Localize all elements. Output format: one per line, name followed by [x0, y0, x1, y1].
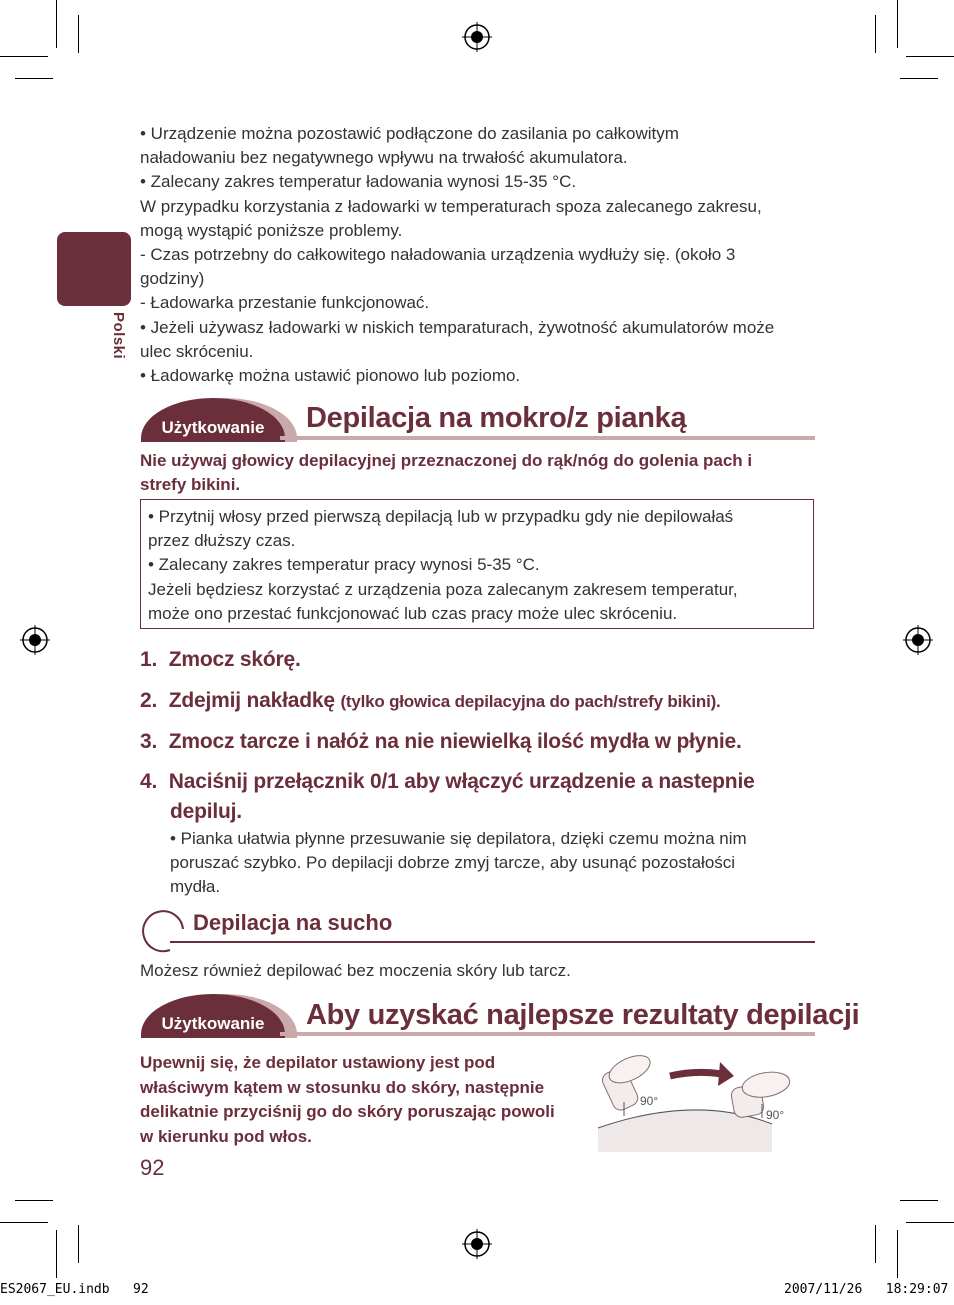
step-text: Zdejmij nakładkę — [168, 689, 335, 712]
registration-mark-icon — [462, 22, 492, 52]
crop-mark — [906, 56, 954, 57]
intro-line: - Czas potrzebny do całkowitego naładowania urządzenia wydłuży się. (około 3 — [140, 245, 736, 265]
note-line: mydła. — [170, 877, 221, 897]
tip-text — [140, 1051, 555, 1149]
registration-mark-icon — [903, 625, 933, 655]
step-number: 2. — [140, 689, 158, 712]
caution-line: Jeżeli będziesz korzystać z urządzenia poza zalecanym zakresem temperatur, — [148, 579, 738, 599]
step-text: Zmocz skórę. — [168, 648, 301, 671]
step-4 — [140, 770, 755, 794]
crop-mark — [900, 78, 938, 79]
step-3 — [140, 730, 742, 754]
step-note: (tylko głowica depilacyjna do pach/strefy bikini). — [340, 692, 721, 711]
section-rule — [280, 436, 815, 440]
step-4-note — [170, 827, 810, 900]
subsection-rule — [170, 941, 815, 943]
caution-line: może ono przestać funkcjonować lub czas pracy może ulec skróceniu. — [148, 603, 678, 623]
intro-line: mogą wystąpić poniższe problemy. — [140, 220, 403, 240]
crop-mark — [900, 1200, 938, 1201]
section-badge-label: Użytkowanie — [161, 418, 265, 437]
note-line: • Pianka ułatwia płynne przesuwanie się depilatora, dzięki czemu można nim — [170, 829, 747, 848]
step-4-continued: depiluj. — [170, 800, 242, 823]
section-rule — [280, 1032, 815, 1036]
crop-mark — [56, 1230, 57, 1278]
step-number: 3. — [140, 730, 158, 753]
crop-mark — [78, 15, 79, 53]
tip-line: delikatnie przyciśnij go do skóry poruszając powoli — [140, 1102, 555, 1121]
crop-mark — [897, 0, 898, 48]
section-title: Aby uzyskać najlepsze rezultaty depilacji — [306, 999, 860, 1031]
crop-mark — [15, 1200, 53, 1201]
caution-line: • Zalecany zakres temperatur pracy wynosi 5-35 °C. — [148, 555, 540, 575]
warning-line: Nie używaj głowicy depilacyjnej przeznaczonej do rąk/nóg do golenia pach i — [140, 451, 753, 470]
intro-notes — [140, 122, 830, 388]
intro-line: • Ładowarkę można ustawić pionowo lub poziomo. — [140, 366, 521, 386]
crop-mark — [78, 1225, 79, 1263]
crop-mark — [15, 78, 53, 79]
section-title: Depilacja na mokro/z pianką — [306, 402, 687, 434]
language-tab — [57, 232, 131, 306]
intro-line: naładowaniu bez negatywnego wpływu na trwałość akumulatora. — [140, 148, 628, 168]
registration-mark-icon — [20, 625, 50, 655]
tip-line: Upewnij się, że depilator ustawiony jest pod — [140, 1053, 496, 1072]
footer-file: ES2067_EU.indb 92 — [0, 1282, 149, 1297]
caution-text — [148, 505, 808, 626]
crop-mark — [0, 1222, 48, 1223]
note-line: poruszać szybko. Po depilacji dobrze zmyj tarcze, aby usunąć pozostałości — [170, 853, 736, 873]
crop-mark — [0, 56, 48, 57]
step-2 — [140, 689, 721, 713]
angle-label: 90° — [766, 1108, 785, 1122]
crop-mark — [897, 1230, 898, 1278]
crop-mark — [875, 1225, 876, 1263]
intro-line: • Urządzenie można pozostawić podłączone do zasilania po całkowitym — [140, 124, 679, 143]
angle-label: 90° — [640, 1094, 659, 1108]
section-badge — [141, 398, 301, 442]
intro-line: ulec skróceniu. — [140, 341, 254, 361]
step-number: 4. — [140, 770, 158, 793]
angle-illustration — [596, 1054, 810, 1152]
warning-text — [140, 449, 820, 497]
step-text: Naciśnij przełącznik 0/1 aby włączyć urządzenie a nastepnie — [168, 770, 755, 793]
crop-mark — [875, 15, 876, 53]
intro-line: • Jeżeli używasz ładowarki w niskich temparaturach, żywotność akumulatorów może — [140, 317, 775, 337]
registration-mark-icon — [462, 1229, 492, 1259]
crop-mark — [906, 1222, 954, 1223]
intro-line: • Zalecany zakres temperatur ładowania wynosi 15-35 °C. — [140, 172, 577, 192]
page-number: 92 — [140, 1155, 165, 1180]
intro-line: - Ładowarka przestanie funkcjonować. — [140, 293, 430, 313]
step-1 — [140, 648, 301, 672]
section-badge — [141, 994, 301, 1038]
crop-mark — [56, 0, 57, 48]
intro-line: W przypadku korzystania z ładowarki w temperaturach spoza zalecanego zakresu, — [140, 196, 762, 216]
tip-line: w kierunku pod włos. — [140, 1126, 312, 1146]
step-number: 1. — [140, 648, 158, 671]
epilator-angle-drawing — [596, 1054, 810, 1152]
warning-line: strefy bikini. — [140, 475, 241, 494]
language-label: Polski — [110, 312, 127, 360]
section-badge-label: Użytkowanie — [161, 1014, 265, 1033]
dry-text: Możesz również depilować bez moczenia skóry lub tarcz. — [140, 961, 571, 980]
caution-line: przez dłuższy czas. — [148, 531, 296, 551]
intro-line: godziny) — [140, 269, 205, 289]
subsection-title: Depilacja na sucho — [193, 910, 393, 935]
tip-line: właściwym kątem w stosunku do skóry, następnie — [140, 1077, 545, 1097]
footer-date: 2007/11/26 18:29:07 — [784, 1282, 949, 1297]
step-text: Zmocz tarcze i nałóż na nie niewielką ilość mydła w płynie. — [168, 730, 742, 753]
caution-line: • Przytnij włosy przed pierwszą depilacją lub w przypadku gdy nie depilowałaś — [148, 507, 734, 526]
subsection-circle-icon — [140, 909, 186, 953]
